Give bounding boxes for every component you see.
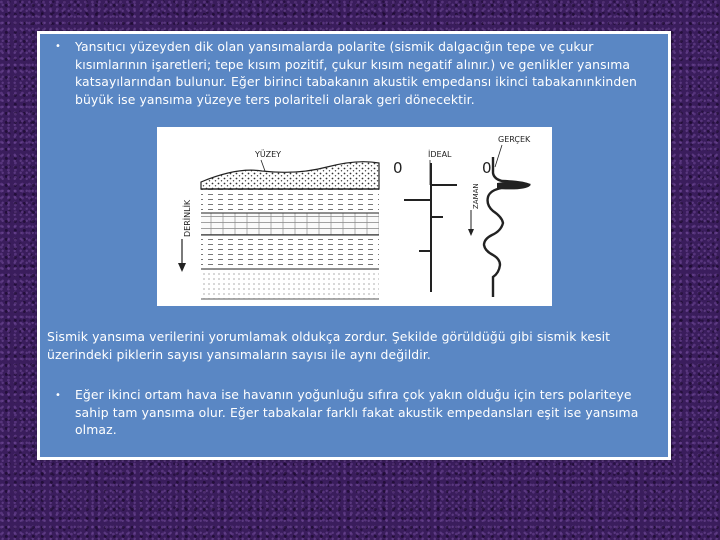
zero-right: 0 [482, 159, 492, 177]
surface-layer [201, 162, 379, 189]
ideal-label: İDEAL [428, 150, 452, 159]
layer-3 [201, 213, 379, 235]
time-label: ZAMAN [472, 183, 480, 209]
bullet-1: • [55, 41, 61, 52]
layer-4 [201, 235, 379, 269]
seismic-figure [157, 127, 552, 306]
time-arrow-icon [468, 229, 474, 236]
paragraph-interpretation: Sismik yansıma verilerini yorumlamak oldukça zordur. Şekilde görüldüğü gibi sismik kesit üzerindeki piklerin sayısı yansımaların sayısı ile aynı değildir. [47, 329, 611, 362]
bullet-2: • [55, 390, 61, 401]
surface-label: YÜZEY [255, 150, 282, 159]
layer-2 [201, 189, 379, 213]
real-trace [484, 157, 529, 297]
zero-left: 0 [393, 159, 403, 177]
paragraph-air-reflection: Eğer ikinci ortam hava ise havanın yoğunluğu sıfıra çok yakın olduğu için ters polariteye sahip tam yansıma olur. Eğer tabakalar farklı fakat akustik empedansları eşit ise yansıma olmaz. [75, 387, 639, 438]
paragraph-polarity: Yansıtıcı yüzeyden dik olan yansımalarda polarite (sismik dalgacığın tepe ve çukur kısımlarının işaretleri; tepe kısım pozitif, çukur kısım negatif alınır.) ve genlikler yansıma katsayılarından bulunur. Eğer birinci tabakanın akustik empedansı ikinci tabakanınkinden büyük ise yansıma yüzeye ters polariteli olarak geri dönecektir. [75, 39, 638, 107]
depth-label: DERİNLİK [183, 199, 192, 237]
slide-panel [37, 31, 671, 460]
seismic-diagram [157, 127, 552, 306]
real-label: GERÇEK [498, 135, 531, 144]
depth-arrow-icon [178, 263, 186, 272]
layer-5 [201, 269, 379, 299]
